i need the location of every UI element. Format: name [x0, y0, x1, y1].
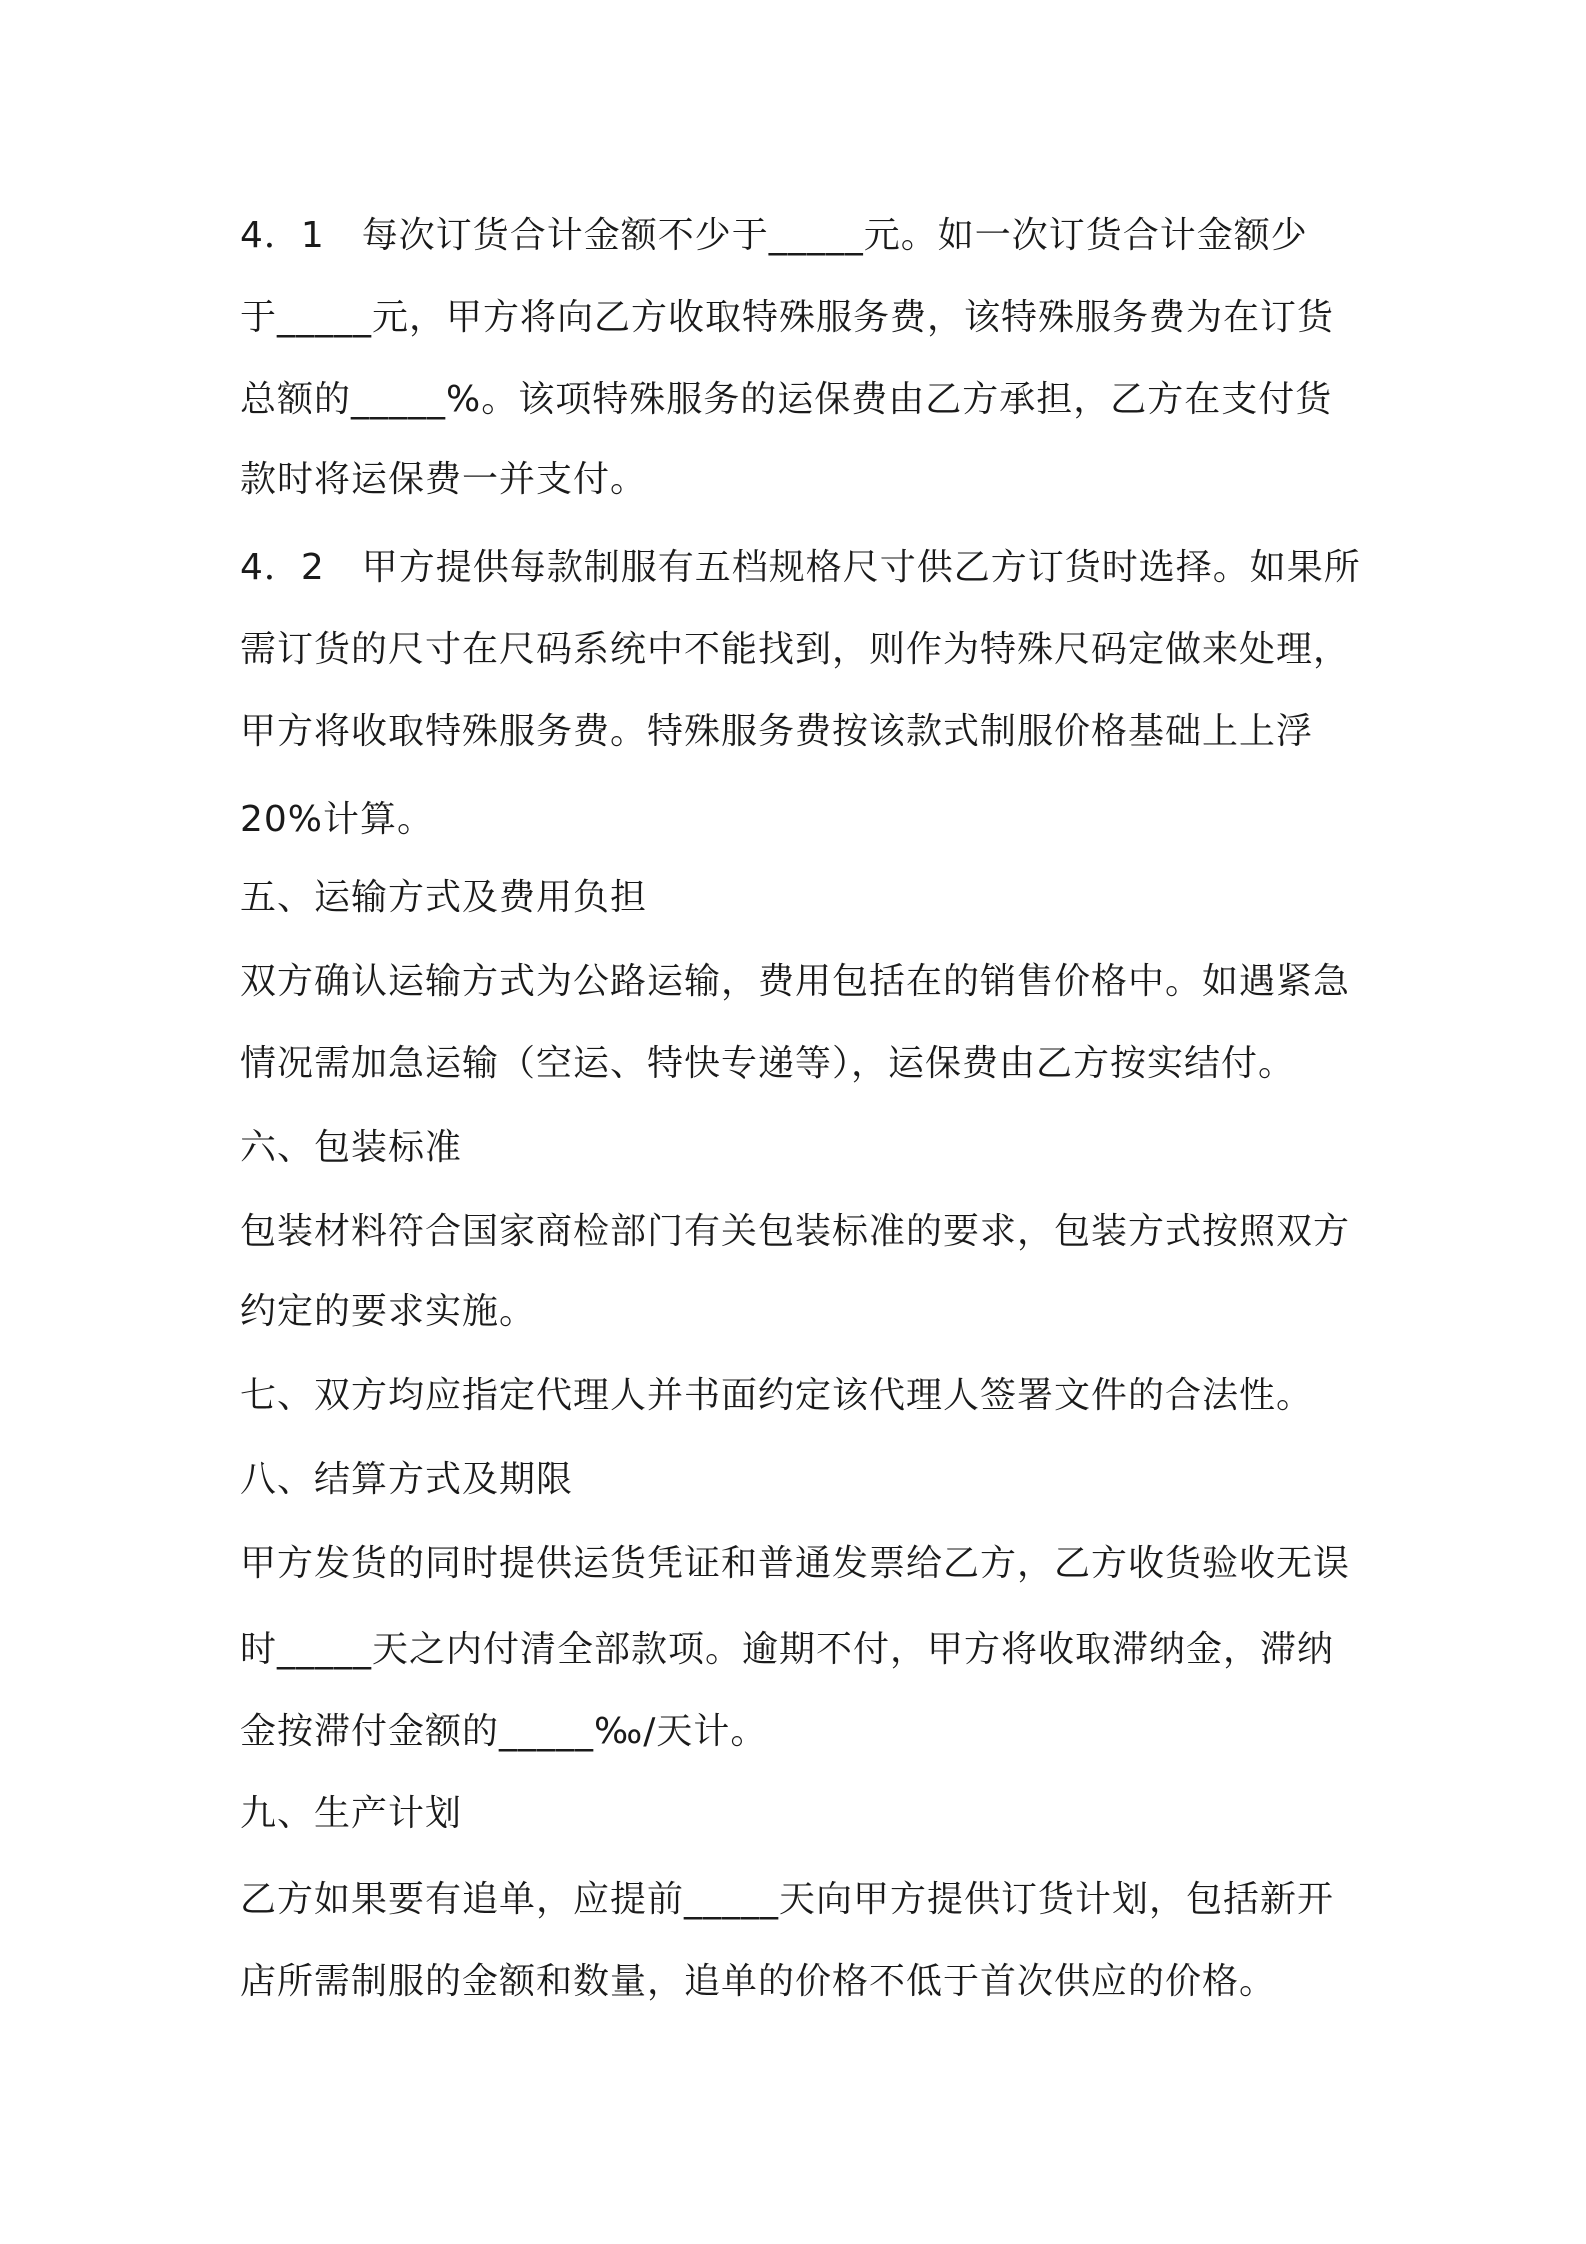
section-5-heading: 五、运输方式及费用负担 [240, 877, 648, 918]
section-8-line-1: 甲方发货的同时提供运货凭证和普通发票给乙方，乙方收货验收无误 [240, 1543, 1351, 1584]
section-9-line-2: 店所需制服的金额和数量，追单的价格不低于首次供应的价格。 [240, 1961, 1277, 2002]
section-6-line-1: 包装材料符合国家商检部门有关包装标准的要求，包装方式按照双方 [240, 1211, 1351, 1252]
section-8-line-3: 金按滞付金额的_____‰/天计。 [240, 1711, 768, 1752]
section-7-line: 七、双方均应指定代理人并书面约定该代理人签署文件的合法性。 [240, 1375, 1314, 1416]
section-5-line-2: 情况需加急运输（空运、特快专递等），运保费由乙方按实结付。 [240, 1043, 1296, 1084]
clause-4-1-line-3: 总额的_____%。该项特殊服务的运保费由乙方承担，乙方在支付货 [240, 379, 1333, 420]
section-6-line-2: 约定的要求实施。 [240, 1291, 537, 1332]
clause-4-2-line-1: 4．2 甲方提供每款制服有五档规格尺寸供乙方订货时选择。如果所 [240, 547, 1361, 588]
section-9-line-1: 乙方如果要有追单，应提前_____天向甲方提供订货计划，包括新开 [240, 1879, 1335, 1920]
section-9-heading: 九、生产计划 [240, 1793, 463, 1834]
clause-4-1-line-1: 4．1 每次订货合计金额不少于_____元。如一次订货合计金额少 [240, 215, 1308, 256]
section-6-heading: 六、包装标准 [240, 1127, 463, 1168]
clause-4-1-line-4: 款时将运保费一并支付。 [240, 459, 648, 500]
section-8-heading: 八、结算方式及期限 [240, 1459, 574, 1500]
clause-4-2-line-2: 需订货的尺寸在尺码系统中不能找到，则作为特殊尺码定做来处理， [240, 629, 1351, 670]
section-8-line-2: 时_____天之内付清全部款项。逾期不付，甲方将收取滞纳金，滞纳 [240, 1629, 1335, 1670]
clause-4-1-line-2: 于_____元，甲方将向乙方收取特殊服务费，该特殊服务费为在订货 [240, 297, 1335, 338]
section-5-line-1: 双方确认运输方式为公路运输，费用包括在的销售价格中。如遇紧急 [240, 961, 1351, 1002]
clause-4-2-line-4: 20%计算。 [240, 799, 435, 840]
clause-4-2-line-3: 甲方将收取特殊服务费。特殊服务费按该款式制服价格基础上上浮 [240, 711, 1314, 752]
